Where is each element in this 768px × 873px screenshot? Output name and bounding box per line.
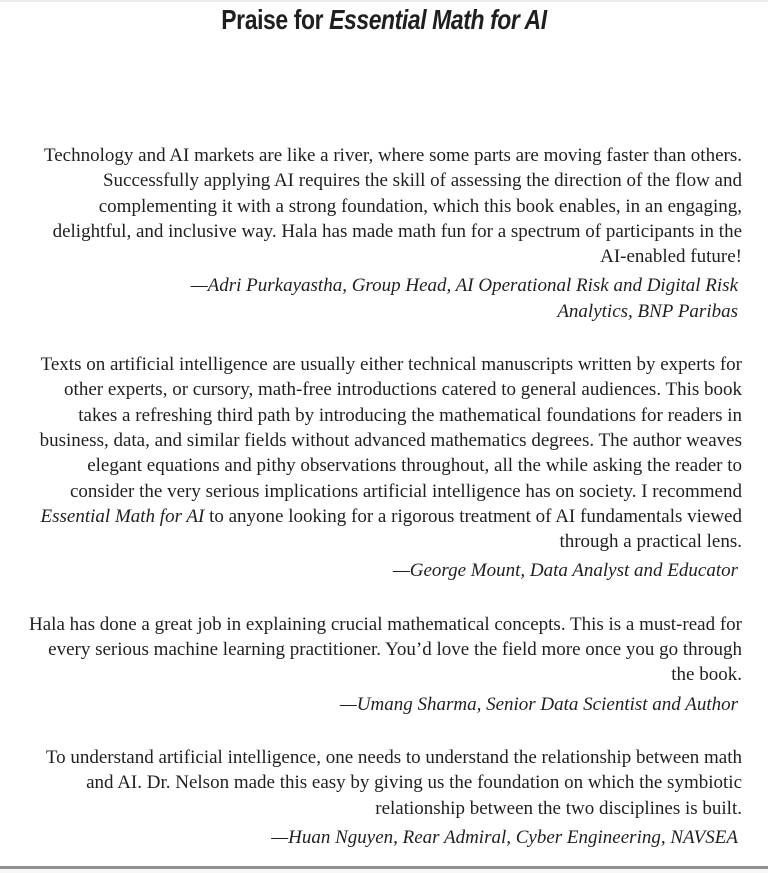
- quote-attribution: —Huan Nguyen, Rear Admiral, Cyber Engineering, NAVSEA: [271, 826, 738, 848]
- quote-attribution: —Adri Purkayastha, Group Head, AI Operational Risk and Digital Risk Analytics, BNP Paribas: [190, 275, 738, 322]
- quote-text: Technology and AI markets are like a river, where some parts are moving faster than others. Successfully applying AI requires the skill of assessing the direction of the flow and complementing it with a strong foundation, which this book enables, in an engaging, delightful, and inclusive way. Hala has made math fun for a spectrum of participants in the AI-enabled future!: [43, 145, 742, 268]
- page-title-prefix: Praise for: [221, 4, 330, 35]
- quote-block: [24, 745, 742, 850]
- quote-text: To understand artificial intelligence, one needs to understand the relationship between math and AI. Dr. Nelson made this easy by giving us the foundation on which the symbiotic relationship between the two disciplines is built.: [45, 746, 742, 819]
- quote-text: [24, 352, 742, 554]
- bottom-edge-strip: [0, 869, 768, 873]
- quote-block: [24, 612, 742, 717]
- top-border-line: [0, 0, 768, 2]
- quote-text-segment: to anyone looking for a rigorous treatment of AI fundamentals viewed through a practical lens.: [204, 505, 742, 553]
- quote-text-segment: Texts on artificial intelligence are usually either technical manuscripts written by experts for other experts, or cursory, math-free introductions catered to general audiences. This book takes a refreshing third path by introducing the mathematical foundations for readers in business, data, and similar fields without advanced mathematics degrees. The author weaves elegant equations and pithy observations throughout, all the while asking the reader to consider the very serious implications artificial intelligence has on society. I recommend: [39, 354, 742, 502]
- quote-text: Hala has done a great job in explaining crucial mathematical concepts. This is a must-read for every serious machine learning practitioner. You’d love the field more once you go through the book.: [29, 613, 742, 686]
- praise-quotes-section: [0, 143, 768, 850]
- book-title-inline: Essential Math for AI: [40, 505, 205, 527]
- page-title-book-name: Essential Math for AI: [329, 4, 547, 35]
- quote-attribution: —George Mount, Data Analyst and Educator: [392, 560, 738, 582]
- quote-attribution: —Umang Sharma, Senior Data Scientist and Author: [339, 693, 738, 715]
- quote-block: [24, 143, 742, 324]
- page-title: [69, 3, 699, 37]
- quote-block: [24, 352, 742, 584]
